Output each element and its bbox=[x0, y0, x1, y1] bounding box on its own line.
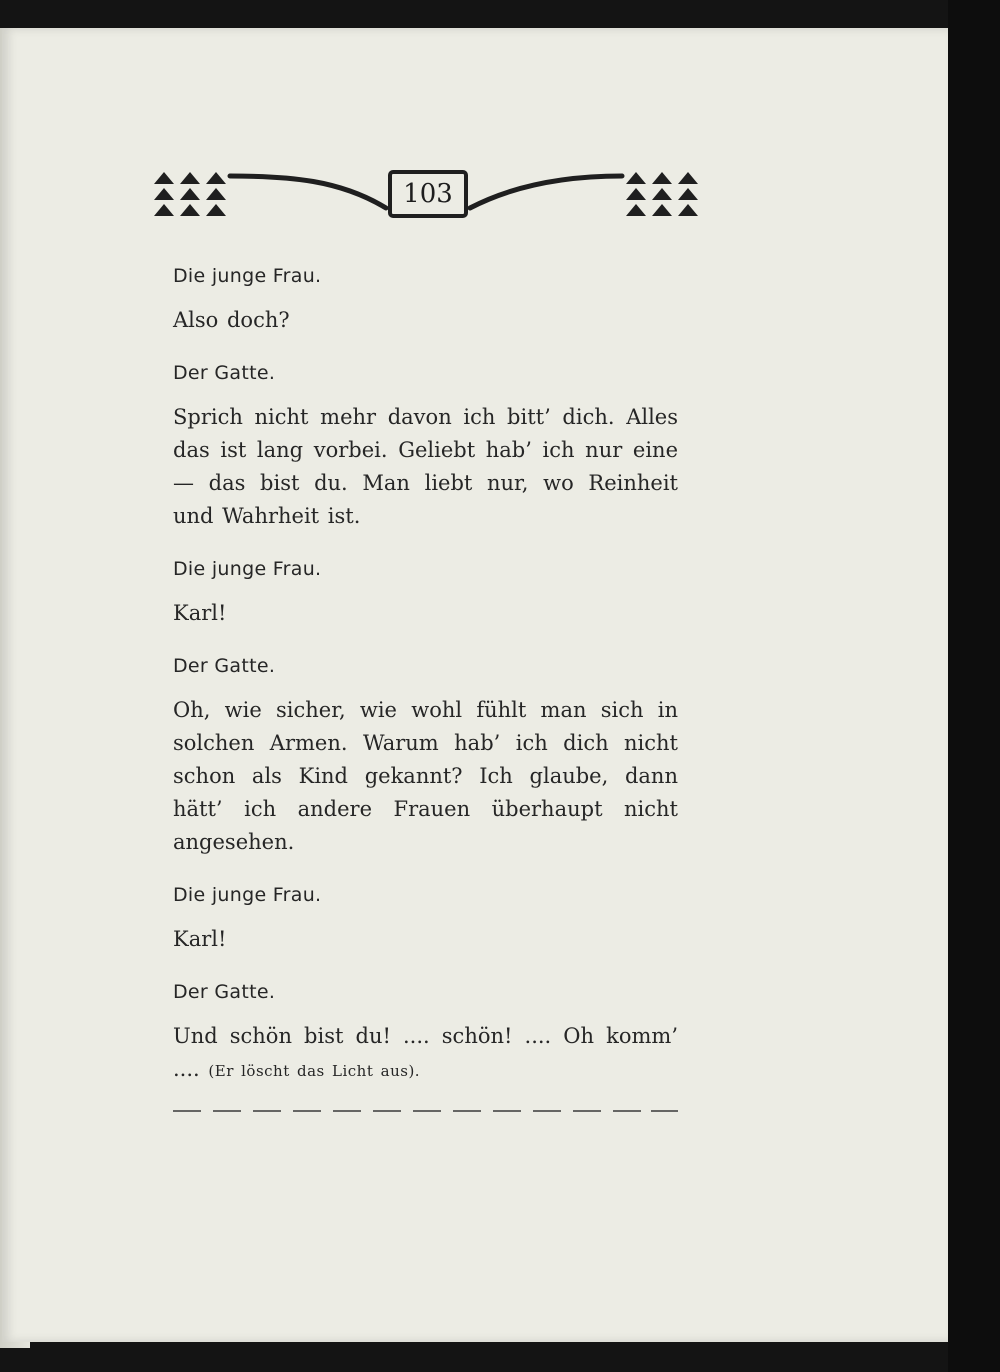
speech-line bbox=[173, 1020, 678, 1088]
speech-line: Oh, wie sicher, wie wohl fühlt man sich in solchen Armen. Warum hab’ ich dich nicht schon als Kind gekannt? Ich glaube, dann hätt’ ich andere Frauen überhaupt nicht angesehen. bbox=[173, 698, 678, 854]
speech-line: Sprich nicht mehr davon ich bitt’ dich. Alles das ist lang vorbei. Geliebt hab’ ich nur eine — das bist du. Man liebt nur, wo Reinheit und Wahrheit ist. bbox=[173, 405, 678, 528]
speech-text: Und schön bist du! .... schön! .... Oh komm’ .... bbox=[173, 1024, 678, 1081]
page-number: 103 bbox=[403, 179, 453, 209]
speaker-label: Die junge Frau. bbox=[173, 558, 322, 580]
speaker-label: Die junge Frau. bbox=[173, 884, 322, 906]
speech-line: Karl! bbox=[173, 601, 227, 625]
speaker-label: Der Gatte. bbox=[173, 981, 276, 1003]
speaker-label: Der Gatte. bbox=[173, 655, 276, 677]
speaker-label: Die junge Frau. bbox=[173, 265, 322, 287]
speaker-label: Der Gatte. bbox=[173, 362, 276, 384]
speech-line: Karl! bbox=[173, 927, 227, 951]
dialogue-text bbox=[173, 260, 678, 1088]
dark-border bbox=[948, 0, 1000, 1372]
page-header-ornament bbox=[150, 162, 706, 228]
stage-direction: (Er löscht das Licht aus). bbox=[208, 1062, 421, 1080]
dash-separator bbox=[173, 1106, 678, 1116]
speech-line: Also doch? bbox=[173, 308, 290, 332]
